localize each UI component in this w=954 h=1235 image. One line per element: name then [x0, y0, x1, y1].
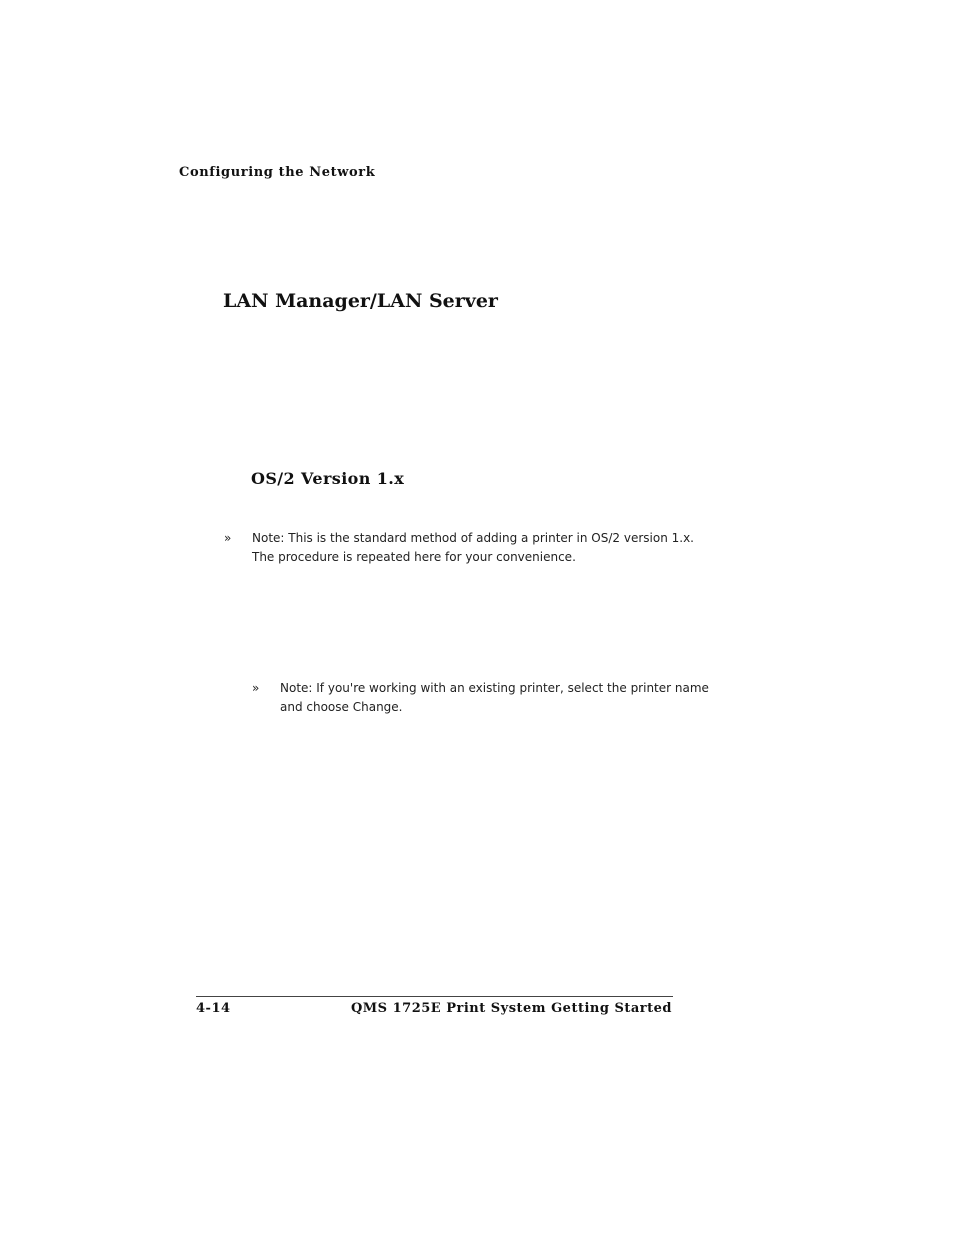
footer-divider [196, 996, 673, 997]
page-number: 4-14 [196, 1001, 231, 1016]
book-title: QMS 1725E Print System Getting Started [350, 1001, 672, 1016]
running-head: Configuring the Network [179, 165, 376, 180]
note-text-line: Note: This is the standard method of adding a printer in OS/2 version 1.x. [252, 531, 694, 545]
note-text-line: and choose Change. [280, 700, 403, 714]
note-text-line: Note: If you're working with an existing printer, select the printer name [280, 681, 709, 695]
subsection-title: OS/2 Version 1.x [251, 469, 405, 488]
note-existing-printer [252, 679, 709, 717]
note-marker-icon: » [224, 531, 232, 545]
section-title: LAN Manager/LAN Server [223, 290, 498, 312]
note-text-line: The procedure is repeated here for your convenience. [252, 550, 576, 564]
note-standard-method [224, 529, 694, 567]
note-marker-icon: » [252, 681, 260, 695]
